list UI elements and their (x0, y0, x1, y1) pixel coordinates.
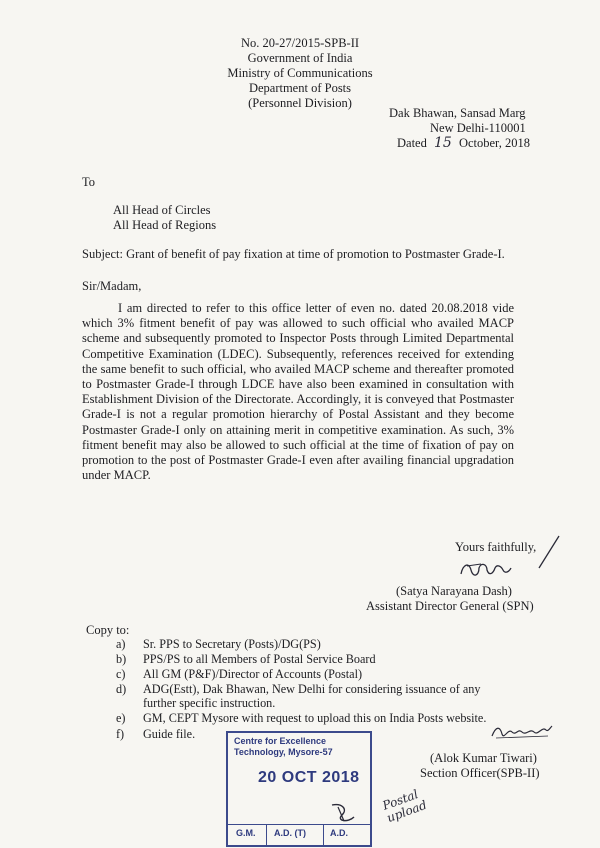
second-signatory-name: (Alok Kumar Tiwari) (430, 751, 537, 765)
address-line-2: New Delhi-110001 (430, 121, 526, 135)
stamp-initials-mark (328, 801, 360, 825)
signatory-name: (Satya Narayana Dash) (396, 584, 512, 598)
handwritten-signature-dash (457, 558, 513, 582)
dated-line (397, 136, 530, 151)
second-signatory-designation: Section Officer(SPB-II) (420, 766, 540, 780)
copy-item-label: f) (116, 727, 125, 741)
copy-item-text-continued: further specific instruction. (143, 696, 276, 710)
closing-line: Yours faithfully, (455, 540, 537, 554)
dated-month-year: October, 2018 (458, 136, 530, 150)
salutation: Sir/Madam, (82, 279, 142, 293)
copy-item-label: d) (116, 682, 127, 696)
address-line-1: Dak Bhawan, Sansad Marg (389, 106, 526, 120)
recipient-line-1: All Head of Circles (113, 203, 211, 217)
signatory-designation: Assistant Director General (SPN) (366, 599, 534, 613)
to-label: To (82, 175, 96, 189)
copy-item-label: a) (116, 637, 126, 651)
handwritten-note: Postal upload (380, 787, 429, 826)
recipient-line-2: All Head of Regions (113, 218, 217, 232)
government-line: Government of India (247, 51, 353, 65)
dated-day-handwritten: 15 (433, 135, 452, 151)
copy-item-text: PPS/PS to all Members of Postal Service Board (143, 652, 376, 666)
stamp-cell-ad-t: A.D. (T) (274, 828, 306, 838)
copy-item-label: b) (116, 652, 127, 666)
copy-item-label: e) (116, 711, 126, 725)
stamp-footer-row (228, 824, 370, 846)
reference-number: No. 20-27/2015-SPB-II (240, 36, 360, 50)
stamp-date: 20 OCT 2018 (258, 769, 360, 786)
dated-label: Dated (397, 136, 427, 150)
handwritten-signature-tiwari (488, 718, 558, 744)
copy-item-text: Guide file. (143, 727, 196, 741)
division-line: (Personnel Division) (248, 96, 352, 110)
subject-line: Subject: Grant of benefit of pay fixation at time of promotion to Postmaster Grade-I. (82, 247, 505, 261)
copy-to-heading: Copy to: (86, 623, 130, 637)
stamp-cell-gm: G.M. (236, 828, 256, 838)
body-paragraph: I am directed to refer to this office letter of even no. dated 20.08.2018 vide which 3% fitment benefit of pay was allowed to such official who availed MACP scheme and subsequently promoted to Inspector Posts through Limited Departmental Competitive Examination (LDEC). Subsequently, references received for extending the same benefit to such official, who availed MACP scheme and thereafter promoted to Postmaster Grade-I through LDCE have also been examined in consultation with Establishment Division of the Directorate. Accordingly, it is conveyed that Postmaster Grade-I is not a regular promotion hierarchy of Postal Assistant and they become Postmaster Grade-I only on attaining merit in competitive examination. As such, 3% fitment benefit may also be allowed to such official at the time of fixation of pay on promotion to the post of Postmaster Grade-I even after availing financial upgradation under MACP. (82, 301, 514, 483)
stamp-line-2: Technology, Mysore-57 (234, 747, 333, 757)
copy-item-text: Sr. PPS to Secretary (Posts)/DG(PS) (143, 637, 321, 651)
copy-item-text: GM, CEPT Mysore with request to upload this on India Posts website. (143, 711, 487, 725)
copy-item-text: All GM (P&F)/Director of Accounts (Postal) (143, 667, 363, 681)
stamp-cell-ad: A.D. (330, 828, 348, 838)
stamp-line-1: Centre for Excellence (234, 736, 327, 746)
signature-slash-mark (535, 532, 565, 572)
receipt-stamp (226, 731, 372, 847)
copy-item-text: ADG(Estt), Dak Bhawan, New Delhi for considering issuance of any (143, 682, 481, 696)
ministry-line: Ministry of Communications (227, 66, 373, 80)
department-line: Department of Posts (248, 81, 352, 95)
copy-item-label: c) (116, 667, 126, 681)
